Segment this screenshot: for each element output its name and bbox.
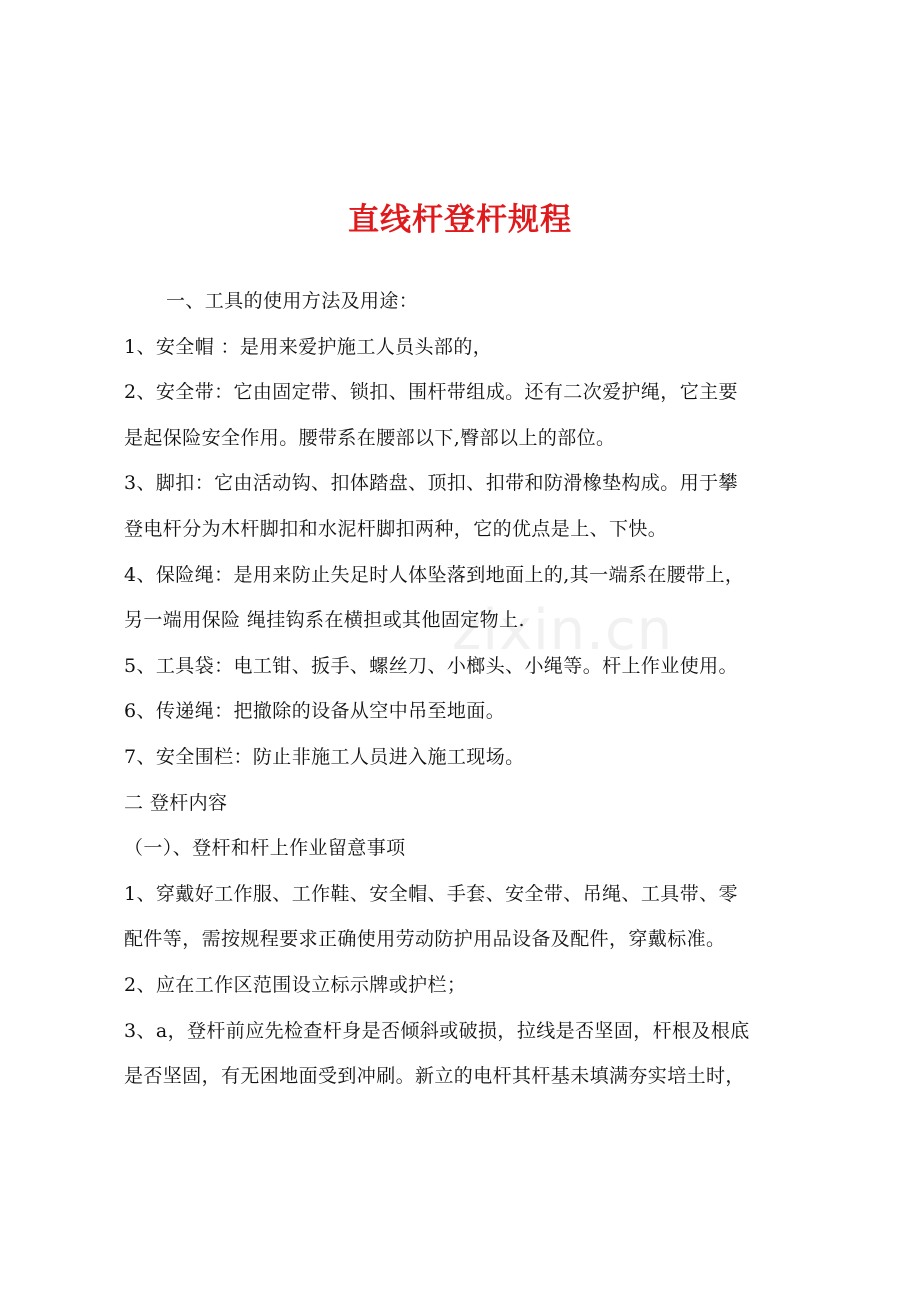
paragraph-line: 2、应在工作区范围设立标示牌或护栏；: [124, 973, 467, 996]
section-heading-climbing: 二 登杆内容: [124, 791, 228, 814]
paragraph-line: 是起保险安全作用。腰带系在腰部以下,臀部以上的部位。: [124, 426, 616, 449]
paragraph-line: 3、a，登杆前应先检查杆身是否倾斜或破损，拉线是否坚固，杆根及根底: [124, 1019, 750, 1042]
paragraph-line: 5、工具袋：电工钳、扳手、螺丝刀、小榔头、小绳等。杆上作业使用。: [124, 654, 738, 677]
watermark: zixin.cn: [452, 598, 674, 663]
paragraph-line: 登电杆分为木杆脚扣和水泥杆脚扣两种，它的优点是上、下快。: [124, 517, 668, 540]
document-title: 直线杆登杆规程: [348, 202, 572, 238]
paragraph-line: 1、安全帽 ：是用来爱护施工人员头部的，: [124, 335, 493, 358]
paragraph-line: 7、安全围栏：防止非施工人员进入施工现场。: [124, 745, 525, 768]
paragraph-line: 2、安全带：它由固定带、锁扣、围杆带组成。还有二次爱护绳，它主要: [124, 381, 738, 404]
paragraph-line: 6、传递绳：把撤除的设备从空中吊至地面。: [124, 700, 506, 723]
paragraph-line: 另一端用保险 绳挂钩系在横担或其他固定物上.: [124, 609, 525, 632]
document-body: [124, 279, 814, 1100]
paragraph-line: 1、穿戴好工作服、工作鞋、安全帽、手套、安全带、吊绳、工具带、零: [124, 882, 738, 905]
paragraph-line: 配件等，需按规程要求正确使用劳动防护用品设备及配件，穿戴标准。: [124, 928, 726, 951]
section-heading-tools: 一、工具的使用方法及用途：: [166, 290, 419, 312]
paragraph-line: 是否坚固，有无困地面受到冲刷。新立的电杆其杆基未填满夯实培土时，: [124, 1065, 745, 1088]
paragraph-line: 3、脚扣：它由活动钩、扣体踏盘、顶扣、扣带和防滑橡垫构成。用于攀: [124, 472, 738, 495]
subsection-heading: （一）、登杆和杆上作业留意事项: [124, 837, 406, 860]
paragraph-line: 4、保险绳：是用来防止失足时人体坠落到地面上的,其一端系在腰带上，: [124, 563, 745, 586]
